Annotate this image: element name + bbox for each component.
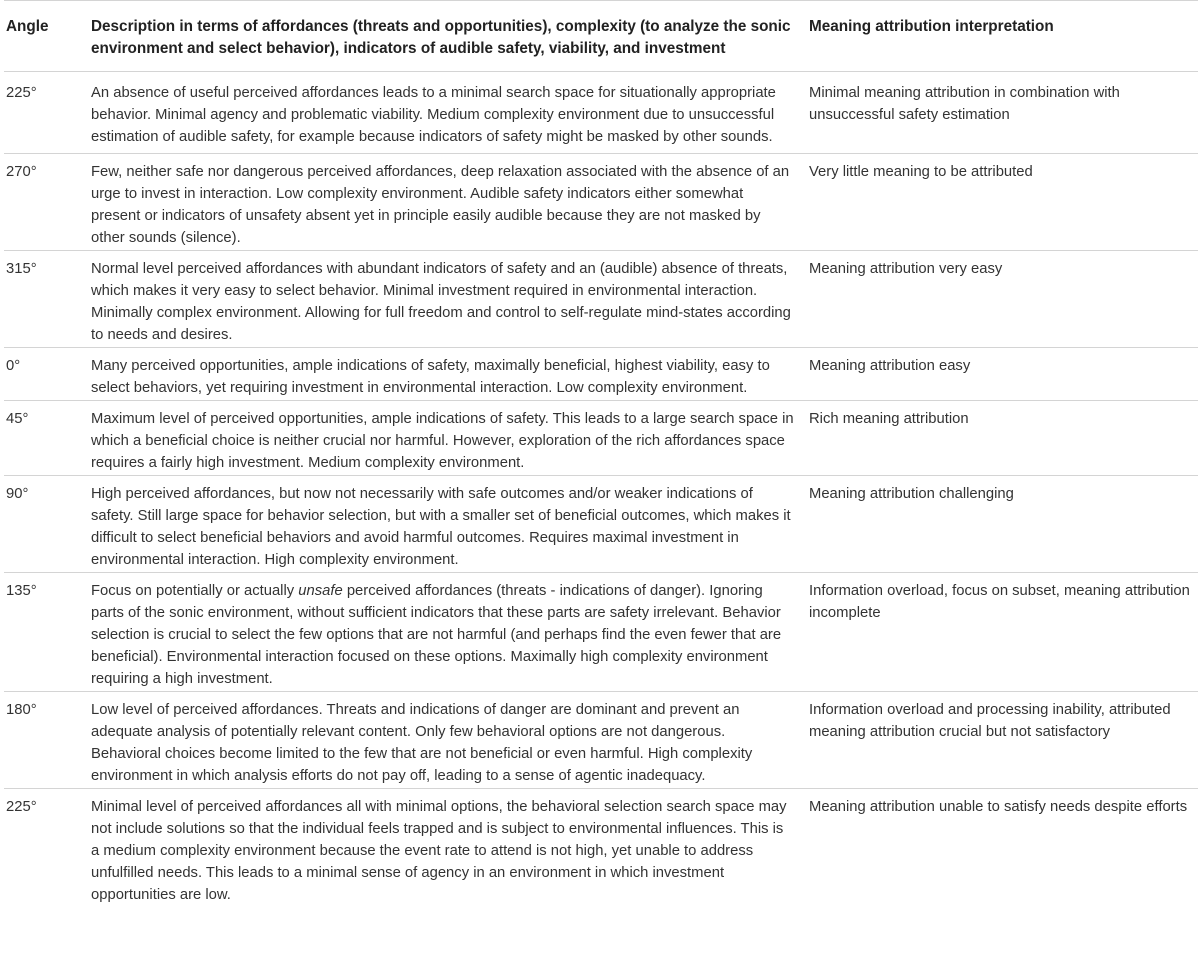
cell-angle: 135° <box>4 573 87 692</box>
cell-angle: 225° <box>6 799 37 815</box>
cell-description: Low level of perceived affordances. Threats and indications of danger are dominant and prevent an adequate analysis of potentially relevant content. Only few behavioral options are not dangerous. Behavioral choices become limited to the few that are not beneficial or even harmful. High complexity environment in which analysis efforts do not pay off, leading to a sense of agentic inadequacy. <box>87 692 799 789</box>
cell-description: Few, neither safe nor dangerous perceived affordances, deep relaxation associated with the absence of an urge to invest in interaction. Low complexity environment. Audible safety indicators either somewhat present or indicators of unsafety absent yet in principle easily audible because they are not masked by other sounds (silence). <box>87 154 799 251</box>
table-row <box>4 789 1198 908</box>
header-row <box>4 1 1198 72</box>
cell-meaning: Meaning attribution unable to satisfy needs despite efforts <box>809 799 1188 815</box>
table-row <box>4 348 1198 401</box>
cell-description: Many perceived opportunities, ample indications of safety, maximally beneficial, highest viability, easy to select behaviors, yet requiring investment in environmental interaction. Low complexity environment. <box>87 348 799 401</box>
cell-angle: 90° <box>4 476 87 573</box>
cell-meaning: Information overload, focus on subset, meaning attribution incomplete <box>799 573 1198 692</box>
table-row <box>4 251 1198 348</box>
cell-angle: 270° <box>4 154 87 251</box>
cell-angle: 45° <box>4 401 87 476</box>
cell-meaning: Rich meaning attribution <box>799 401 1198 476</box>
cell-description: High perceived affordances, but now not necessarily with safe outcomes and/or weaker indications of safety. Still large space for behavior selection, but with a smaller set of beneficial outcomes, which makes it difficult to select beneficial behaviors and avoid harmful outcomes. Requires maximal investment in environmental interaction. High complexity environment. <box>87 476 799 573</box>
affordance-table <box>4 0 1198 907</box>
cell-description: An absence of useful perceived affordances leads to a minimal search space for situationally appropriate behavior. Minimal agency and problematic viability. Medium complexity environment due to unsuccessful estimation of audible safety, for example because indicators of safety might be masked by other sounds. <box>87 72 799 154</box>
cell-angle: 315° <box>4 251 87 348</box>
header-angle: Angle <box>4 1 87 72</box>
description-text: perceived affordances (threats - indications of danger). Ignoring parts of the sonic environment, without sufficient indicators that these parts are safety irrelevant. Behavior selection is crucial to select the few options that are not harmful (and perhaps find the even fewer that are beneficial). Environmental interaction focused on these options. Maximally high complexity environment requiring a high investment. <box>91 583 782 687</box>
cell-meaning: Meaning attribution very easy <box>799 251 1198 348</box>
table-header <box>4 1 1198 72</box>
table-row <box>4 573 1198 692</box>
cell-meaning: Meaning attribution easy <box>799 348 1198 401</box>
emphasis-unsafe: unsafe <box>298 583 343 599</box>
cell-meaning: Meaning attribution challenging <box>799 476 1198 573</box>
cell-description: Normal level perceived affordances with abundant indicators of safety and an (audible) absence of threats, which makes it very easy to select behavior. Minimal investment required in environmental interaction. Minimally complex environment. Allowing for full freedom and control to self-regulate mind-states according to needs and desires. <box>87 251 799 348</box>
cell-angle: 225° <box>4 72 87 154</box>
table-row <box>4 401 1198 476</box>
cell-meaning: Information overload and processing inability, attributed meaning attribution crucial but not satisfactory <box>799 692 1198 789</box>
table-row <box>4 692 1198 789</box>
table-row <box>4 476 1198 573</box>
cell-description: Maximum level of perceived opportunities, ample indications of safety. This leads to a large search space in which a beneficial choice is neither crucial nor harmful. However, exploration of the rich affordances space requires a fairly high investment. Medium complexity environment. <box>87 401 799 476</box>
cell-angle: 0° <box>4 348 87 401</box>
cell-meaning: Very little meaning to be attributed <box>799 154 1198 251</box>
table-body <box>4 72 1198 908</box>
description-text: Focus on potentially or actually <box>91 583 299 599</box>
cell-angle: 180° <box>4 692 87 789</box>
cell-meaning: Minimal meaning attribution in combination with unsuccessful safety estimation <box>799 72 1198 154</box>
table-row <box>4 72 1198 154</box>
table-row <box>4 154 1198 251</box>
cell-description <box>87 573 799 692</box>
cell-description: Minimal level of perceived affordances all with minimal options, the behavioral selection search space may not include solutions so that the individual feels trapped and is subject to environmental influences. This is a medium complexity environment because the event rate to attend is not high, yet unable to address unfulfilled needs. This leads to a minimal sense of agency in an environment in which investment opportunities are low. <box>91 799 787 903</box>
header-description: Description in terms of affordances (threats and opportunities), complexity (to analyze the sonic environment and select behavior), indicators of audible safety, viability, and investment <box>87 1 799 72</box>
header-meaning: Meaning attribution interpretation <box>799 1 1198 72</box>
